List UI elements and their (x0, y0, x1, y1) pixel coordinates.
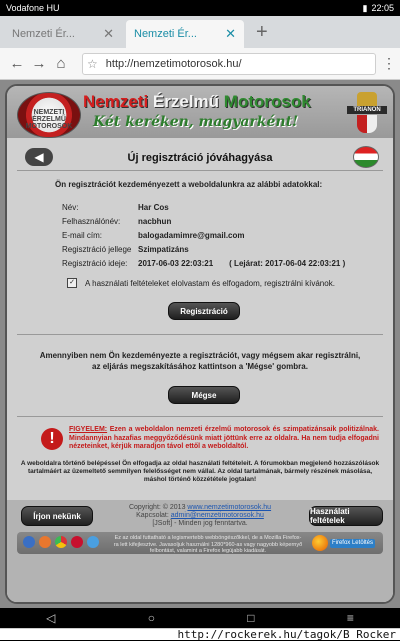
terms-row (67, 278, 335, 288)
warning-heading: FIGYELEM: (69, 426, 108, 433)
close-icon[interactable]: ✕ (225, 26, 236, 41)
overlay-caption: http://rockerek.hu/tagok/B Rocker (0, 628, 400, 640)
back-arrow-icon: ◀ (34, 150, 44, 164)
copyright-block: Copyright: © 2013 www.nemzetimotorosok.hu Kapcsolat: admin@nemzetimotorosok.hu [JSoft] - Minden jog fenntartva. (128, 504, 272, 527)
chrome-icon (55, 536, 67, 548)
registration-details (62, 200, 345, 271)
firefox-download-button[interactable]: Firefox Letöltés (312, 535, 375, 551)
trianon-logo: TRIANON (347, 92, 387, 134)
home-icon[interactable]: ⌂ (56, 55, 66, 72)
tab-title: Nemzeti Ér... (134, 28, 197, 40)
site-link[interactable]: www.nemzetimotorosok.hu (187, 504, 272, 511)
tab-active[interactable] (126, 20, 244, 48)
site-footer (7, 500, 393, 604)
nav-recent-icon[interactable]: □ (247, 611, 255, 625)
terms-checkbox[interactable]: ✓ (67, 278, 77, 288)
expiry-text: ( Lejárat: 2017-06-04 22:03:21 ) (229, 259, 346, 269)
warning-text: Ezen a weboldalon nemzeti érzelmű motorosok és szimpatizánsaik politizálnak. Mindannyian hazafias meggyőződésünk miatt jöttünk erre az oldalra. Ha nem tudja elfogadni nézeteinket, kérjük maradjon távol ettől a weboldaltól. (69, 426, 379, 450)
bookmark-star-icon[interactable]: ☆ (87, 56, 98, 71)
address-bar (0, 48, 400, 80)
tab-bar (0, 16, 400, 48)
forward-arrow-icon[interactable]: → (31, 55, 47, 72)
carrier-label: Vodafone HU (6, 3, 60, 13)
firefox-icon (39, 536, 51, 548)
url-text: http://nemzetimotorosok.hu/ (105, 57, 242, 70)
divider (17, 170, 383, 171)
firefox-logo-icon (312, 535, 328, 551)
hungarian-flag-icon[interactable] (353, 146, 379, 168)
status-bar (0, 0, 400, 16)
detail-row: Név: Har Cos (62, 202, 169, 212)
contact-button[interactable]: Írjon nekünk (21, 506, 93, 526)
divider (17, 334, 383, 335)
legal-text: A weboldalra történő belépéssel Ön elfogadja az oldal használati feltételeit. A fórumokban megjelenő hozzászólások tartalmáért az üzemeltető semmilyen felelősséget nem vállal. Az oldal tartalmának, bármely részének másolása, máshol történő közzététele jogtalan! (20, 460, 380, 483)
url-input[interactable] (82, 53, 376, 75)
detail-row: Regisztráció ideje: 2017-06-03 22:03:21 ( Lejárat: 2017-06-04 22:03:21 ) (62, 259, 346, 269)
opera-icon (71, 536, 83, 548)
android-nav-bar (0, 608, 400, 628)
nav-menu-icon[interactable]: ≡ (346, 611, 354, 625)
shield-icon (357, 115, 377, 133)
register-button[interactable]: Regisztráció (168, 302, 240, 320)
detail-row: Regisztráció jellege Szimpatizáns (62, 245, 189, 255)
detail-row: Felhasználónév: nacbhun (62, 216, 172, 226)
nav-back-icon[interactable]: ◁ (46, 611, 56, 625)
battery-icon: ▮ (362, 2, 368, 13)
warning-icon: ! (41, 428, 63, 450)
time-label: 22:05 (371, 3, 394, 13)
browser-note: Ez az oldal futtatható a legismertebb webböngészőkkel, de a Mozilla Firefox-ra lett kifejlesztve. Javasoljuk használni 1280*960-as vagy nagyobb képernyő felbontást, valamint a Firefox legújabb kiadását. (113, 535, 303, 554)
site-card (5, 84, 395, 604)
menu-icon[interactable]: ⋮ (382, 55, 396, 71)
detail-row: E-mail cím: balogadamimre@gmail.com (62, 230, 245, 240)
cancel-button[interactable]: Mégse (168, 386, 240, 404)
site-motto: Két keréken, magyarként! (93, 114, 299, 130)
terms-label: A használati feltételeket elolvastam és elfogadom, regisztrálni kívánok. (85, 278, 335, 288)
page-title: Új regisztráció jóváhagyása (127, 152, 273, 164)
site-title: Nemzeti Érzelmű Motorosok (83, 92, 311, 111)
ie-icon (23, 536, 35, 548)
terms-button[interactable]: Használati feltételek (309, 506, 383, 526)
site-header (7, 86, 393, 138)
tab-title: Nemzeti Ér... (12, 28, 75, 40)
cancel-notice: Amennyiben nem Ön kezdeményezte a regisztrációt, vagy mégsem akar regisztrálni, az eljárás megszakításához kattintson a 'Mégse' gombra. (39, 351, 361, 371)
divider (17, 416, 383, 417)
club-logo[interactable]: NEMZETI ÉRZELMŰ MOTOROSOK (17, 92, 81, 138)
tab-inactive[interactable] (4, 20, 122, 48)
browser-support-bar (17, 532, 383, 554)
email-link[interactable]: admin@nemzetimotorosok.hu (170, 512, 264, 519)
back-arrow-icon[interactable]: ← (9, 55, 25, 72)
main-content (7, 138, 393, 604)
crown-icon (357, 92, 377, 106)
nav-home-icon[interactable]: ○ (147, 611, 155, 625)
new-tab-icon[interactable]: + (256, 21, 268, 43)
close-icon[interactable]: ✕ (103, 26, 114, 41)
intro-text: Ön regisztrációt kezdeményezett a weboldalunkra az alábbi adatokkal: (55, 180, 323, 189)
safari-icon (87, 536, 99, 548)
